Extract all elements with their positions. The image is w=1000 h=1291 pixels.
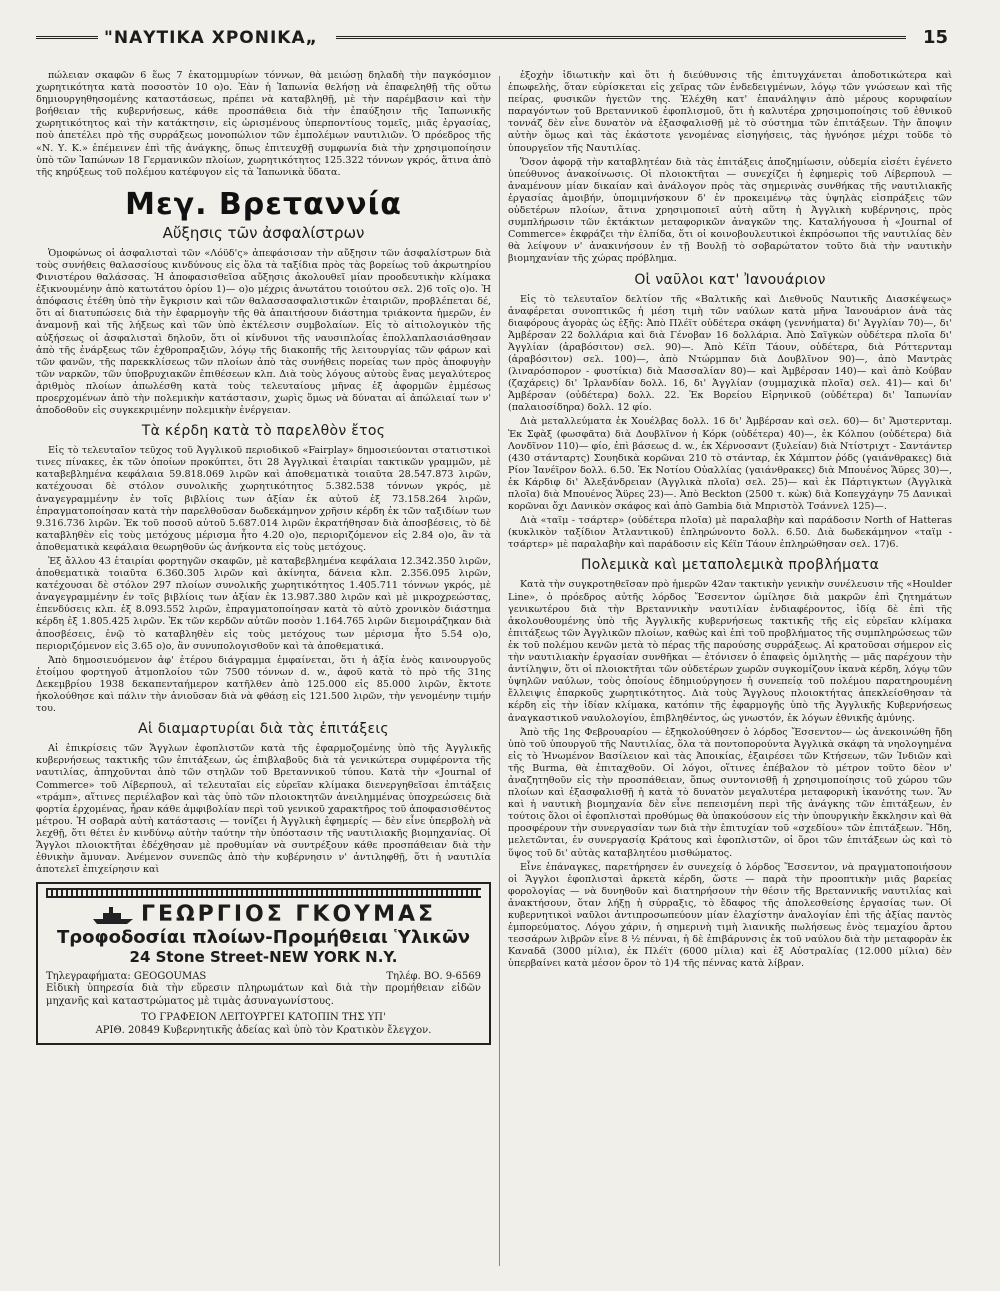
ad-description: Εἰδικὴ ὑπηρεσία διὰ τὴν εὕρεσιν πληρωμάτων καὶ διὰ τὴν προμήθειαν εἰδῶν μηχανῆς καὶ καταστρώματος μὲ τιμὰς ἀσυναγωνίστους. [46, 983, 481, 1007]
advertisement-box [36, 882, 491, 1045]
ad-name-text: ΓΕΩΡΓΙΟΣ ΓΚΟΥΜΑΣ [140, 902, 437, 928]
paragraph: Αἱ ἐπικρίσεις τῶν Ἄγγλων ἐφοπλιστῶν κατὰ τῆς ἐφαρμοζομένης ὑπὸ τῆς Ἀγγλικῆς κυβερνήσεως τακτικῆς τῶν ἐπιτάξεων, ὡς ἐπιβλαβοῦς διὰ τὰ γενικώτερα συμφέροντα τῆς ναυτιλίας, ἀπηχοῦνται ἀπὸ τῶν στηλῶν τοῦ Βρεταννικοῦ τύπου. Κατὰ τὴν «Journal of Commerce» τοῦ Λίβερπουλ, αἱ τελευταῖαι εἰς εὐρεῖαν κλίμακα διενεργηθεῖσαι ἐπιτάξεις «τράμπ», αἵτινες περιέλαβον καὶ τὰς ὑπὸ τῶν πλοιοκτητῶν ἀνειλημμένας ὑποχρεώσεις διὰ φορτία ἐρχομένας, ἦραν κάθε ἀμφιβολίαν περὶ τοῦ γενικοῦ χαρακτῆρος τοῦ ἀποφασισθέντος μέτρου. Ἡ σοβαρὰ αὐτὴ κατάστασις — τονίζει ἡ Ἀγγλικὴ ἐφημερίς — δὲν εἶνε ὑπερβολὴ νὰ λεχθῇ, ὅτι θέτει ἐν κινδύνῳ αὐτὴν ταύτην τὴν ὑπόστασιν τῆς ναυτιλιακῆς βιομηχανίας. Οἱ Ἄγγλοι πλοιοκτῆται ἐδέχθησαν μὲ προθυμίαν νὰ συντρέξουν κάθε προσπάθειαν διὰ τὴν ἐθνικὴν ἄμυναν. Ἀνέμενον συνεπῶς ἀπὸ τὴν κυβέρνησιν ν' ἀντιληφθῇ, ὅτι ἡ ναυτιλία ἀποτελεῖ ἐπιχείρησιν καὶ [36, 743, 491, 876]
paragraph: Διὰ μεταλλεύματα ἐκ Χουέλβας δολλ. 16 δι' Ἀμβέρσαν καὶ σελ. 60)— δι' Ἄμστερνταμ. Ἐκ Σφὰξ (φωσφᾶτα) διὰ Δουβλῖνον ἡ Κόρκ (οὐδέτερα) 40)—, ἐκ Κόλπου (οὐδέτερα) διὰ Λονδῖνον 110)— φίο, ἐπὶ βάσεως d. w., ἐκ Χέρνοσαντ (ξυλείαν) διὰ Ντίστριχτ - Σαντάντερ (430 στάνταρτς) Σουηδικὰ κορῶναι 210 τὸ στάνταρ, ἐκ Χάμπτον ῥόδς (γαιάνθρακες) διὰ Ρίον Ἰανέϊρον δολλ. 6.50. Ἐκ Νοτίου Οὐαλλίας (γαιάνθρακες) διὰ Μπουένος Ἄϋρες 30)—, ἐκ Κάρδιφ δι' Ἀλεξάνδρειαν (Ἀγγλικὰ πλοῖα) σελ. 25)— καὶ ἐκ Πάρτιγκτων (Ἀγγλικὰ πλοῖα) διὰ Μπουένος Ἄϋρες 23)—. Ἀπὸ Beckton (2500 τ. κὼκ) διὰ Κοπεγχάγην 75 Δανικαὶ κορῶναι ὄχι Δανικὸν σκάφος καὶ ἀπὸ Gambia διὰ Μπριστὸλ Τσάννελ 125)—. [508, 416, 952, 513]
left-column [36, 70, 491, 1272]
ad-telegram: Τηλεγραφήματα: GEOGOUMAS [46, 971, 207, 983]
paragraph: Εἰς τὸ τελευταῖον τεῦχος τοῦ Ἀγγλικοῦ περιοδικοῦ «Fairplay» δημοσιεύονται στατιστικοὶ τινες πίνακες, ἐκ τῶν ὁποίων προκύπτει, ὅτι 28 Ἀγγλικαὶ ἑταιρίαι τακτικῶν γραμμῶν, μὲ καταβεβλημένα κεφάλαια 59.818.069 λιρῶν καὶ ἀποθεματικὰ τοιαῦτα 28.547.873 λιρῶν, κατέχουσαι δὲ στόλον συνολικῆς χωρητικότητος 5.382.538 τόννων γκρός, μὲ ἀναγεγραμμένην ἐν τοῖς βιβλίοις των ἀξίαν ἐκ αὐτοῦ ἐξ 73.158.264 λιρῶν, ἐπραγματοποίησαν κατὰ τὴν παρελθοῦσαν δωδεκάμηνον χρῆσιν κέρδη ἐκ τῶν ταξιδίων των 9.316.736 λιρῶν. Ἐκ τοῦ ποσοῦ αὐτοῦ 5.687.014 λιρῶν ἐκρατήθησαν διὰ ἀποσβέσεις, τὸ δὲ καταβληθὲν εἰς τοὺς μετόχους μέρισμα ἦτο 4.20 ο)ο, περιοριζόμενον εἰς 2.84 ο)ο, ἂν τὰ ἀποθεματικὰ κεφάλαια θεωρηθοῦν ὡς ἀνήκοντα εἰς τοὺς μετόχους. [36, 445, 491, 553]
section-heading-freights: Οἱ ναῦλοι κατ' Ἰανουάριον [634, 271, 826, 288]
paragraph: Ἀπὸ τῆς 1ης Φεβρουαρίου — ἐξηκολούθησεν ὁ λόρδος Ἔσσεντον— ὡς ἀνεκοινώθη ἤδη ὑπὸ τοῦ ὑπουργοῦ τῆς Ναυτιλίας, ὅλα τὰ ποντοπορούντα Ἀγγλικὰ σκάφη τὰ νηολογημένα εἰς τὸ Ἡνωμένον Βασίλειον καὶ τὰς Ἀποικίας, ἐξαιρέσει τῶν Κτήσεων, τῶν Ἰνδιῶν καὶ τῆς Burma, θὰ ἐπιταχθοῦν. Οἱ λόγοι, οἵτινες ἐπέβαλον τὸ μέτρον τοῦτο δὲον ν' ἀναζητηθοῦν εἰς τὴν προσπάθειαν, ὅπως συντονισθῇ ἡ χρησιμοποίησις τοῦ χώρου τῶν πλοίων καὶ ἐξασφαλισθῇ ἡ κατὰ τὸ δυνατὸν μεγαλυτέρα μεταφορικὴ ἱκανότης των. Ἂν καὶ ἡ ναυτικὴ βιομηχανία δὲν εἶνε πεπεισμένη περὶ τῆς ἀνάγκης τῶν ἐπιτάξεων, ἐν τούτοις ὅλοι οἱ ἐφοπλισταὶ προθύμως θὰ ὑπακούσουν εἰς τὴν ὑπουργικὴν ἔκκλησιν καὶ θὰ προσφέρουν τὴν συνεργασίαν των διὰ τὴν ἐπιτυχίαν τοῦ «σχεδίου» τῶν ἐπιτάξεων. Ἤδη, μελετῶνται, ἐν συνεργασίᾳ Κράτους καὶ ἐφοπλιστῶν, οἱ ὅροι τῶν ἐπιτάξεων ὡς καὶ τὸ ὕψος τοῦ δι' αὐτὰς καταβλητέου μισθώματος. [508, 726, 952, 859]
ad-contact-row [46, 970, 481, 983]
ship-icon [91, 905, 135, 925]
paragraph: Ἐξ ἄλλου 43 ἑταιρίαι φορτηγῶν σκαφῶν, μὲ καταβεβλημένα κεφάλαια 12.342.350 λιρῶν, ἀποθεματικὰ τοιαῦτα 6.360.305 λιρῶν καὶ ἀκίνητα, δάνεια κλπ. 2.356.095 λιρῶν, κατέχουσαι δὲ στόλον 297 πλοίων συνολικῆς χωρητικότητος 1.405.711 τόννων γκρός, μὲ ἀναγεγραμμένην ἐν τοῖς βιβλίοις των ἀξίαν ἐκ 13.987.380 λιρῶν καὶ μὲ μικροχρεώστας, ἐπενδύσεις κλπ. ἐξ 8.093.552 λιρῶν, ἐπραγματοποίησαν κατὰ τὸ αὐτὸ χρονικὸν διάστημα κέρδη ἐξ 1.805.425 λιρῶν. Ἐκ τῶν κερδῶν αὐτῶν ποσὸν 1.164.765 λιρῶν διεμοιράζηκαν διὰ ἀποσβέσεις, ἐνῷ τὸ καταβληθὲν εἰς τοὺς μετόχους των μέρισμα ἦτο 5.54 ο)ο, περιοριζόμενον εἰς 3.65 ο)ο, ἂν συνυπολογισθοῦν καὶ τὰ ἀποθεματικά. [36, 556, 491, 652]
paragraph: Ἀπὸ δημοσιευόμενον ἀφ' ἑτέρου διάγραμμα ἐμφαίνεται, ὅτι ἡ ἀξία ἑνὸς καινουργοῦς ἑτοίμου φορτηγοῦ ἀτμοπλοίου τῶν 7500 τόννων d. w., ἀφοῦ κατὰ τὸ πρὸ τῆς 31ης Δεκεμβρίου 1938 δεκαπενταήμερον κατῆλθεν ἀπὸ 125.000 εἰς 85.000 λιρῶν, ἔκτοτε ἠκολούθησε καὶ πάλιν τὴν ἀνιοῦσαν διὰ νὰ φθάσῃ εἰς 121.500 λιρῶν, τὴν γενομένην τιμήν του. [36, 654, 491, 715]
country-heading: Μεγ. Βρεταννία [125, 186, 402, 222]
page-number: 15 [922, 27, 948, 48]
publication-title: "ΝΑΥΤΙΚΑ ΧΡΟΝΙΚΑ„ [104, 28, 318, 48]
paragraph: Κατὰ τὴν συγκροτηθεῖσαν πρὸ ἡμερῶν 42αν τακτικὴν γενικὴν συνέλευσιν τῆς «Houlder Line», ὁ πρόεδρος αὐτῆς λόρδος Ἔσσεντον ὡμίλησε διὰ μακρῶν ἐπὶ ζητημάτων γενικωτέρου διὰ τὴν Βρεταννικὴν ναυτιλίαν ἐνδιαφέροντος, ἰδίᾳ δὲ ἐπὶ τῆς ἀκολουθουμένης ὑπὸ τῆς Ἀγγλικῆς κυβερνήσεως τακτικῆς τῆς εἰς εὐρεῖαν κλίμακα ἐπιτάξεως τῶν Ἀγγλικῶν πλοίων, καθὼς καὶ ἐπὶ τοῦ προβλήματος τῆς συμπληρώσεως τῶν ἐκ τοῦ πολέμου κενῶν μετὰ τὸ πέρας τῆς παρούσης συρράξεως. Αἱ κρατοῦσαι σήμερον εἰς τὴν ναυτιλιακὴν ἐργασίαν συνθῆκαι — ἐτόνισεν ὁ ἐπαφεὶς ὁμιλητὴς — μᾶς παρέχουν τὴν ἀντίληψιν, ὅτι οἱ πλοιοκτῆται τῶν οὐδετέρων χωρῶν συγκομίζουν ἱκανὰ κέρδη, λόγῳ τῶν ὑψηλῶν ναύλων, τοὺς ὁποίους ἐδημιούργησεν ἡ συνεπείᾳ τοῦ πολέμου παρατηρουμένη ἔλλειψις ἐπαρκοῦς χωρητικότητος. Διὰ τοὺς Ἄγγλους πλοιοκτήτας ἀπεκλείσθησαν τὰ κέρδη εἰς τὴν ἰδίαν κλίμακα, κατόπιν τῆς ἐφαρμογῆς ὑπὸ τῆς Ἀγγλικῆς Κυβερνήσεως ἀναγκαστικοῦ ναυλολογίου, ἐπιβληθέντος, ὡς γνωστόν, ἐκ λόγων ἐθνικῆς ἀμύνης. [508, 579, 952, 724]
column-divider [499, 76, 500, 1266]
paragraph: ἐξοχὴν ἰδιωτικὴν καὶ ὅτι ἡ διεύθυνσις τῆς ἐπιτυγχάνεται ἀποδοτικώτερα καὶ ἐπωφελὴς, ὅταν εὑρίσκεται εἰς χεῖρας τῶν ἐνδεδειγμένων, λόγῳ τῶν γνώσεων καὶ τῆς πείρας, φυσικῶν ἡγετῶν της. Ἐλέχθη κατ' ἐπανάληψιν ἀπὸ μέρους κορυφαίων παραγόντων τοῦ Βρεταννικοῦ ἐφοπλισμοῦ, ὅτι ἡ καλυτέρα χρησιμοποίησις τοῦ ἐθνικοῦ τοννάζ δὲν εἶνε δυνατὸν νὰ ἐξασφαλισθῇ μὲ τὸ σύστημα τῶν ἐπιτάξεων. Τὴν ἄποψιν αὐτὴν ὅμως καὶ τὰς ἐκάστοτε γενομένας εἰσηγήσεις, τὰς ἠγνόησε μέχρι τοῦδε τὸ ὑπουργεῖον τῆς Ναυτιλίας. [508, 70, 952, 154]
paragraph: Εἰς τὸ τελευταῖον δελτίον τῆς «Βαλτικῆς καὶ Διεθνοῦς Ναυτικῆς Διασκέψεως» ἀναφέρεται συνοπτικῶς ἡ μέση τιμὴ τῶν ναύλων κατὰ μῆνα Ἰανουάριον ἀνὰ τὰς διαφόρους ἀγορὰς ὡς ἑξῆς: Ἀπὸ Πλέϊτ οὐδέτερα σκάφη (γεννήματα) δι' Ἀγγλίαν 70)—, δι' Ἀμβέρσαν 22 δολλάρια καὶ διὰ Γένοβαν 16 δολλάρια. Ἀπὸ Σαϊγκὼν οὐδέτερα πλοῖα δι' Ἀγγλίαν (ἀραβόσιτον) σελ. 90)—. Ἀπὸ Κέϊπ Τάουν, οὐδέτερα, διὰ Ρόττερνταμ (ἀραβόσιτον) σελ. 100)—, ἀπὸ Ντώρμπαν διὰ Δουβλῖνον 90)—, ἀπὸ Μαντρὰς (λιναρόσπορον - φυστίκια) διὰ Μασσαλίαν 80)— καὶ Ἀμβέρσαν 140)— καὶ ἀπὸ Κούβαν (ζαχάρεις) δι' Ἰρλανδίαν δολλ. 16, δι' Ἀγγλίαν (συμμαχικὰ πλοῖα) σελ. 41)— καὶ δι' Ἀμβέρσαν (οὐδέτερα) δολλ. 22. Ἐκ Βορείου Εἰρηνικοῦ (οὐδέτερα) δι' Ἰαπωνίαν (παλαιοσίδηρα) δολλ. 12 φίο. [508, 293, 952, 414]
ad-address: 24 Stone Street-NEW YORK N.Y. [129, 948, 398, 967]
ad-footer-2: ΑΡΙΘ. 20849 Κυβερνητικῆς ἀδείας καὶ ὑπὸ τὸν Κρατικὸν ἔλεγχον. [95, 1024, 432, 1036]
ad-decorative-border [46, 888, 481, 898]
paragraph: Ὅσον ἀφορᾷ τὴν καταβλητέαν διὰ τὰς ἐπιτάξεις ἀποζημίωσιν, οὐδεμία εἰσέτι ἐγένετο ὑπεύθυνος ἀνακοίνωσις. Οἱ πλοιοκτῆται — συνεχίζει ἡ ἐφημερὶς τοῦ Λίβερπουλ — ἀναμένουν μίαν δικαίαν καὶ ἀνάλογον πρὸς τὰς σημερινὰς συνθήκας τῆς ναυτιλιακῆς ἐργασίας ἀμοιβήν, ὑπομιμνήσκουν δ' ἐν προκειμένῳ τὰς ὑψηλὰς εἰσπράξεις τῶν οὐδετέρων πλοίων, ἅτινα χρησιμοποιεῖ αὐτὴ αὕτη ἡ Ἀγγλικὴ κυβέρνησις, πρὸς συμπλήρωσιν τῶν ἐκτάκτων μεταφορικῶν ἀναγκῶν της. Καταλήγουσα ἡ «Journal of Commerce» ἐκφράζει τὴν ἐλπίδα, ὅτι οἱ κοινοβουλευτικοὶ ἐκπρόσωποι τῆς ναυτιλίας δὲν θὰ λείψουν ν' ἀνακινήσουν ἐν τῇ Βουλῇ τὸ σοβαρώτατον τοῦτο διὰ τὴν ναυτικὴν βιομηχανίαν τῆς χώρας πρόβλημα. [508, 156, 952, 265]
paragraph: Ὁμοφώνως οἱ ἀσφαλισταὶ τῶν «Λόϋδ'ς» ἀπεφάσισαν τὴν αὔξησιν τῶν ἀσφαλίστρων διὰ τοὺς συνήθεις θαλασσίους κινδύνους εἰς ὅλα τὰ ταξίδια πρὸς τὰς βορείως τοῦ ἀκρωτηρίου Φινιστέρου θαλάσσας. Ἡ ἀποφασισθεῖσα αὔξησις ἀκολουθεῖ μίαν προοδευτικὴν κλίμακα ἐξικνουμένην ἀπὸ κατωτάτου ὁρίου 1)— ο)ο μέχρις ἀνωτάτου τοιούτου σελ. 2)6 τοῖς ο)ο. Ἡ ἀπόφασις ἐτέθη ὑπὸ τὴν ἔγκρισιν καὶ τῶν θαλασσασφαλιστικῶν ἑταιριῶν, προβλέπεται δέ, ὅτι αἱ διατυπώσεις διὰ τὴν ἐφαρμογὴν τῆς θὰ ἀπαιτήσουν διάστημα τριάκοντα ἡμερῶν, ἐν ἀναμονῇ καὶ τῆς λήξεως καὶ τῶν ὑπὸ ἐκτέλεσιν συμβολαίων. Εἰς τὸ αἰτιολογικὸν τῆς αὐξήσεως οἱ ἀσφαλισταὶ δηλοῦν, ὅτι οἱ κίνδυνοι τῆς ναυσιπλοΐας ἐπολλαπλασιάσθησαν ἀπὸ τῆς ἐνάρξεως τῶν ἐχθροπραξιῶν, λόγῳ τῆς διακοπῆς τῆς λειτουργίας τῶν φάρων καὶ τῶν φανῶν, τῆς παρεκκλίσεως τῶν πλοίων ἀπὸ τὰς συνήθεις πορείας των πρὸς ἀποφυγὴν τῶν ναρκῶν, τῶν ὑποβρυχιακῶν ἐπιθέσεων κλπ. Διὰ τοὺς λόγους αὐτοὺς ἕνας μεγαλύτερος ἀριθμὸς πλοίων ἀπωλέσθη κατὰ τοὺς τελευταίους μῆνας ἐξ ἀφορμῶν ἐμμέσως προερχομένων ἀπὸ τὴν πολεμικὴν κατάστασιν, χωρὶς ὅμως νὰ δύναται αἱ ἀπώλειαί των ν' ἀποδοθοῦν εἰς συγκεκριμένην πολεμικὴν ἐνέργειαν. [36, 247, 491, 417]
section-heading-protests: Αἱ διαμαρτυρίαι διὰ τὰς ἐπιτάξεις [138, 721, 389, 738]
section-heading-profits: Τὰ κέρδη κατὰ τὸ παρελθὸν ἔτος [141, 423, 386, 440]
intro-paragraph: πώλειαν σκαφῶν 6 ἕως 7 ἑκατομμυρίων τόννων, θὰ μειώσῃ δηλαδὴ τὴν παγκόσμιον χωρητικότητα κατὰ ποσοστὸν 10 ο)ο. Ἐὰν ἡ Ἰαπωνία θελήσῃ νὰ ἐπαφεληθῇ τῆς οὕτω δημιουργηθησομένης καταστάσεως, πρέπει νὰ καταβληθῇ, μὲ τὴν παρέμβασιν καὶ τὴν βοήθειαν τῆς κυβερνήσεως, κάθε προσπάθεια διὰ τὴν ἐπαύξησιν τῆς Ἰαπωνικῆς χωρητικότητος καὶ τὴν κατάκτησιν, εἰς ὡρισμένους ὑπερποντίους τομεῖς, μιᾶς ἐργασίας, ποὺ ἀπετέλει πρὸ τῆς συρράξεως μονοπώλιον τῶν ἐμπολέμων ναυτιλιῶν. Ὁ πρόεδρος τῆς «Ν. Υ. Κ.» ἐπέμεινεν ἐπὶ τῆς ἀνάγκης, ὅπως ἐπιτευχθῇ συμφωνία διὰ τὴν χρησιμοποίησιν ὑπὸ τῶν Ἰαπώνων 18 Γερμανικῶν πλοίων, χωρητικότητος 125.322 τόννων γκρός, ἅτινα ἀπὸ τῆς κηρύξεως τοῦ πολέμου κατέφυγον εἰς τὰ Ἰαπωνικὰ ὕδατα. [36, 70, 491, 178]
ad-company-name [46, 902, 481, 927]
section-heading-war-problems: Πολεμικὰ καὶ μεταπολεμικὰ προβλήματα [580, 557, 880, 574]
page-header [36, 22, 952, 70]
right-column [508, 70, 952, 1272]
section-heading-insurance: Αὔξησις τῶν ἀσφαλίστρων [162, 223, 365, 242]
magazine-page [36, 22, 952, 1272]
ad-footer-1: ΤΟ ΓΡΑΦΕΙΟΝ ΛΕΙΤΟΥΡΓΕΙ ΚΑΤΟΠΙΝ ΤΗΣ ΥΠ' [141, 1012, 386, 1024]
paragraph: Διὰ «ταϊμ - τσάρτερ» (οὐδέτερα πλοῖα) μὲ παραλαβὴν καὶ παράδοσιν North of Hatteras (κυκλικὸν ταξίδιον Ἀτλαντικοῦ) ἐπληρώνοντο δολλ. 6.50. Διὰ δωδεκάμηνον «ταϊμ - τσάρτερ» μὲ παραλαβὴν καὶ παράδοσιν εἰς Κέϊπ Τάουν ἐπληρώθησαν σελ. 17)6. [508, 515, 952, 551]
header-rule-left [36, 36, 98, 39]
header-rule-right [336, 36, 906, 39]
paragraph: Εἶνε ἐπάναγκες, παρετήρησεν ἐν συνεχείᾳ ὁ λόρδος Ἔσσεντον, νὰ πραγματοποιήσουν οἱ Ἄγγλοι ἐφοπλισταὶ ἀρκετὰ κέρδη, ὥστε — παρὰ τὴν προοπτικὴν μιᾶς βαρείας φορολογίας — νὰ δυνηθοῦν καὶ διατηρήσουν τὴν θέσιν τῆς Βρεταννικῆς ναυτιλίας καὶ ἀνακτήσουν, ὅταν λήξῃ ἡ σύρραξις, τὸ ἔδαφος τῆς ἀπολεσθείσης ἐργασίας των. Οἱ κυβερνητικοὶ ναῦλοι ἀντιπροσωπεύουν μίαν ἐλαχίστην ἀναλογίαν ἐπὶ τῆς ἀξίας παντὸς ἐμπορεύματος. Λόγου χάριν, ἡ σημερινὴ τιμὴ λιανικῆς πωλήσεως ἑνὸς τεμαχίου ἄρτου τεσσάρων λιβρῶν εἶνε 8 ½ πένναι, ἡ δὲ ἐπιβάρυνσις ἐκ τοῦ ναύλου διὰ τὴν μεταφορὰν ἐκ Καναδᾶ (3000 μίλια), ἐκ Πλέϊτ (6000 μίλια) καὶ ἐξ Αὐστραλίας (12.000 μίλια) δὲν ὑπερβαίνει κατὰ μέσον ὅρον τὸ 1)4 τῆς πέννας κατὰ λίβραν. [508, 861, 952, 970]
ad-phone: Τηλέφ. ΒΟ. 9-6569 [386, 971, 481, 983]
ad-services: Τροφοδοσίαι πλοίων-Προμήθειαι Ὑλικῶν [56, 927, 471, 949]
